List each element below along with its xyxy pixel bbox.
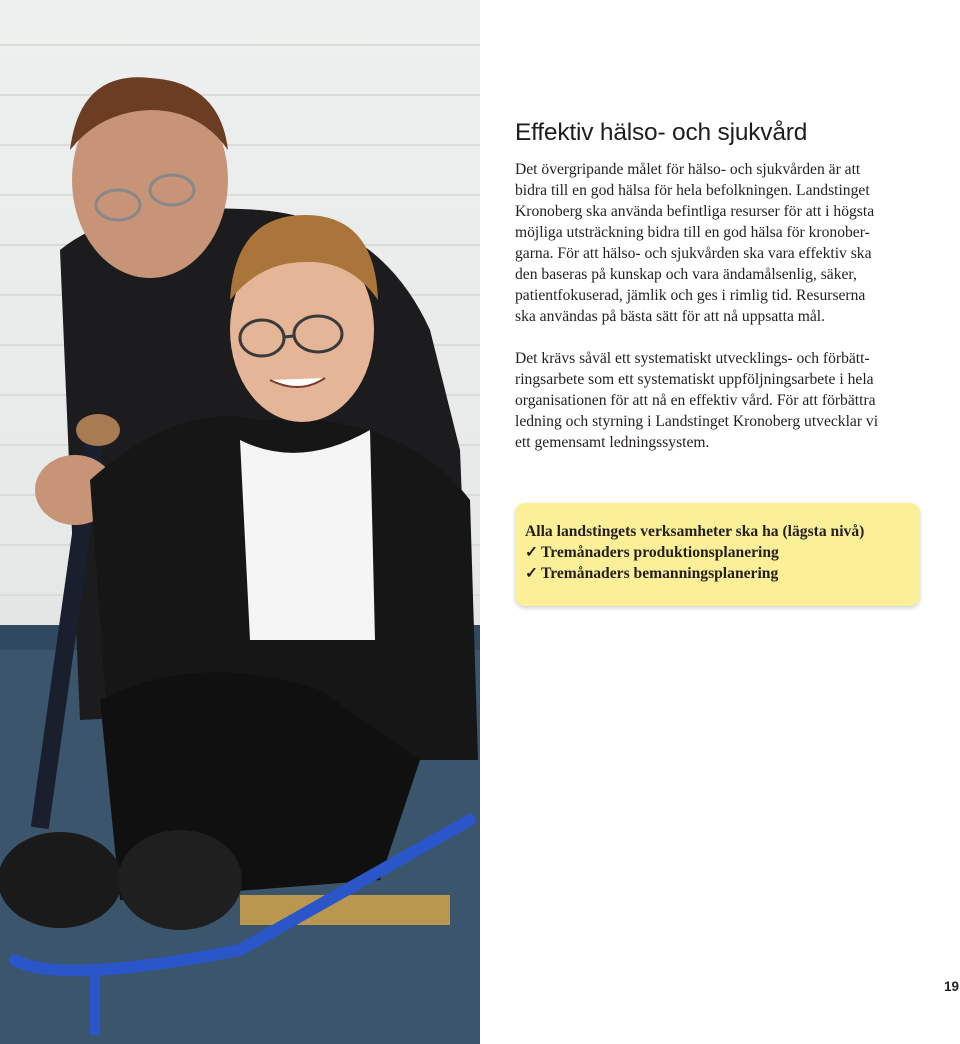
callout-box	[515, 503, 920, 606]
list-item-label: Tremånaders produktionsplanering	[541, 544, 779, 561]
paragraph-line: Kronoberg ska använda befintliga resurser för att i högsta	[515, 203, 875, 220]
paragraph-line: ska användas på bästa sätt för att nå uppsatta mål.	[515, 308, 826, 325]
paragraph-management	[515, 348, 920, 453]
paragraph-line: organisationen för att nå en effektiv vård. För att förbättra	[515, 392, 876, 409]
list-item	[525, 563, 910, 584]
paragraph-line: ringsarbete som ett systematiskt uppföljningsarbete i hela	[515, 371, 874, 388]
paragraph-line: Det krävs såväl ett systematiskt utvecklings- och förbätt-	[515, 350, 870, 367]
paragraph-line: den baseras på kunskap och vara ändamålsenlig, säker,	[515, 266, 857, 283]
list-item	[525, 542, 910, 563]
list-item-label: Tremånaders bemanningsplanering	[541, 565, 779, 582]
paragraph-line: ledning och styrning i Landstinget Kronoberg utvecklar vi	[515, 413, 879, 430]
paragraph-line: Det övergripande målet för hälso- och sjukvården är att	[515, 161, 861, 178]
paragraph-line: bidra till en god hälsa för hela befolkningen. Landstinget	[515, 182, 870, 199]
paragraph-line: möjliga utsträckning bidra till en god hälsa för kronober-	[515, 224, 870, 241]
paragraph-line: patientfokuserad, jämlik och ges i rimlig tid. Resurserna	[515, 287, 866, 304]
page-number: 19	[944, 979, 960, 994]
check-icon: ✓	[525, 544, 539, 561]
callout-list	[525, 542, 910, 584]
page-heading: Effektiv hälso- och sjukvård	[515, 119, 808, 146]
paragraph-line: ett gemensamt ledningssystem.	[515, 434, 710, 451]
paragraph-line: garna. För att hälso- och sjukvården ska vara effektiv ska	[515, 245, 872, 262]
callout-title: Alla landstingets verksamheter ska ha (lägsta nivå)	[525, 523, 865, 540]
paragraph-goal	[515, 159, 920, 327]
check-icon: ✓	[525, 565, 539, 582]
